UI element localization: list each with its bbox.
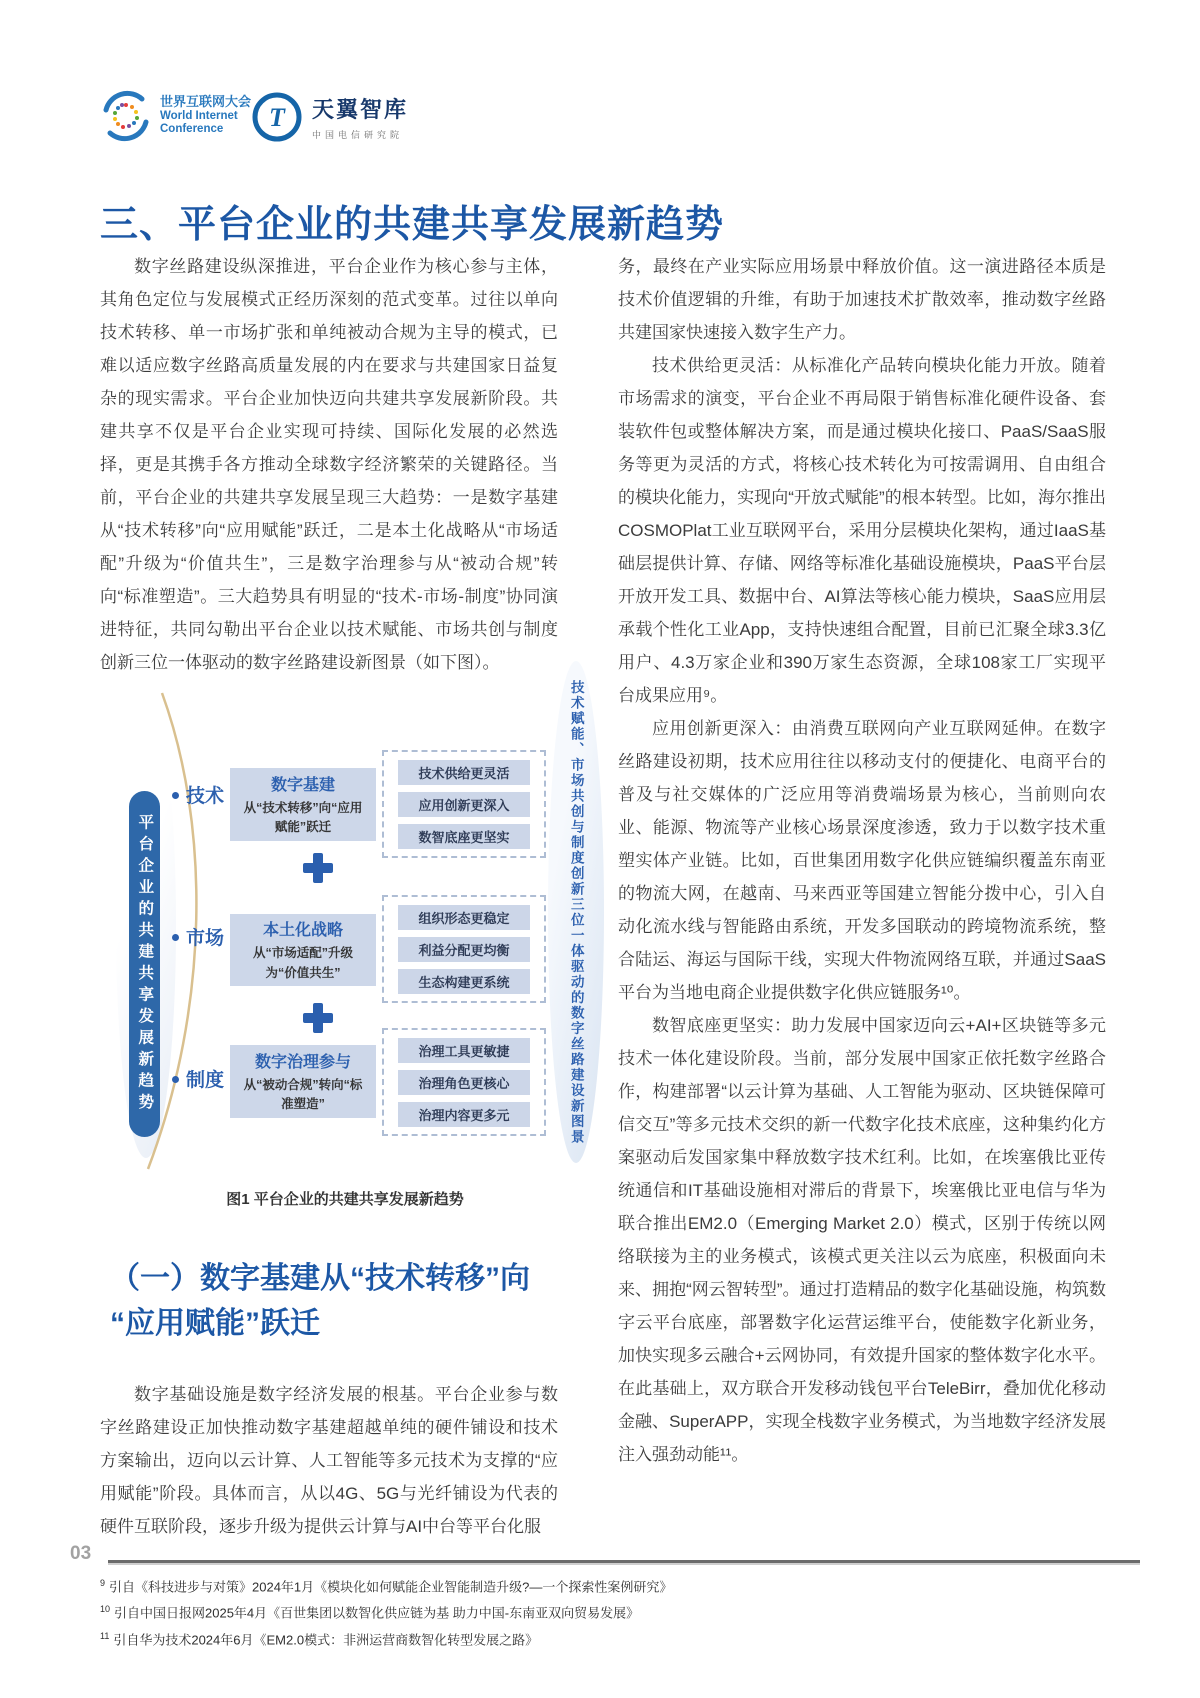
diagram-item: 治理角色更核心 — [398, 1070, 530, 1095]
diagram-box-digital-infra — [230, 768, 376, 841]
diagram-item: 组织形态更稳定 — [398, 905, 530, 930]
wic-logo-en1: World Internet — [160, 110, 238, 123]
diagram-item: 治理内容更多元 — [398, 1102, 530, 1127]
page-title: 三、平台企业的共建共享发展新趋势 — [100, 204, 725, 247]
section-heading-line1: （一）数字基建从“技术转移”向 — [110, 1262, 530, 1295]
body-paragraph: 应用创新更深入：由消费互联网向产业互联网延伸。在数字丝路建设初期，技术应用往往以移动支付的便捷化、电商平台的普及与社交媒体的广泛应用等消费端场景为核心，当前则向农业、能源、物流等产业核心场景深度渗透，致力于以数字技术重塑实体产业链。比如，百世集团用数字化供应链编织覆盖东南亚的物流大网，在越南、马来西亚等国建立智能分拨中心，引入自动化流水线与智能路由系统，开发多国联动的跨境物流系统，整合陆运、海运与国际干线，实现大件物流网络互联，并通过SaaS平台为当地电商企业提供数字化供应链服务¹⁰。 — [618, 719, 1106, 1002]
diagram-item: 利益分配更均衡 — [398, 937, 530, 962]
tianyi-logo — [252, 92, 408, 142]
footnote: $^{11}$ 引自华为技术2024年6月《EM2.0模式：非洲运营商数智化转型发展之路》 — [100, 1630, 539, 1647]
diagram-box-localization — [230, 914, 376, 986]
figure-caption: 图1 平台企业的共建共享发展新趋势 — [226, 1191, 464, 1208]
wic-logo-en2: Conference — [160, 123, 224, 136]
body-paragraph: 务，最终在产业实际应用场景中释放价值。这一演进路径本质是技术价值逻辑的升维，有助于加速技术扩散效率，推动数字丝路共建国家快速接入数字生产力。 — [618, 257, 1106, 342]
diagram-label-institution: 制度 — [186, 1070, 225, 1091]
bullet-dot-icon — [172, 1076, 179, 1083]
diagram-box-subtitle: 从“市场适配”升级为“价值共生” — [252, 946, 353, 980]
plus-icon — [288, 1002, 348, 1034]
left-column-bottom — [100, 1378, 558, 1543]
diagram-box-subtitle: 从“技术转移”向“应用赋能”跃迁 — [243, 800, 363, 834]
diagram-item: 生态构建更系统 — [398, 969, 530, 994]
diagram-label-market: 市场 — [186, 928, 225, 949]
body-paragraph: 数字基础设施是数字经济发展的根基。平台企业参与数字丝路建设正加快推动数字基建超越单纯的硬件铺设和技术方案输出，迈向以云计算、人工智能等多元技术为支撑的“应用赋能”阶段。具体而言，从以4G、5G与光纤铺设为代表的硬件互联阶段，逐步升级为提供云计算与AI中台等平台化服 — [100, 1385, 558, 1536]
diagram-right-strip-label: 技术赋能、市场共创与制度创新三位一体驱动的数字丝路建设新图景 — [568, 679, 584, 1145]
bullet-dot-icon — [172, 934, 179, 941]
diagram-right-strip — [548, 661, 604, 1163]
diagram-item: 数智底座更坚实 — [398, 824, 530, 849]
body-paragraph: 数智底座更坚实：助力发展中国家迈向云+AI+区块链等多元技术一体化建设阶段。当前，部分发展中国家正依托数字丝路合作，构建部署“以云计算为基础、人工智能为驱动、区块链保障可信交互”等多元技术交织的新一代数字化技术底座，这种集约化方案驱动后发国家集中释放数字技术红利。比如，在埃塞俄比亚传统通信和IT基础设施相对滞后的背景下，埃塞俄比亚电信与华为联合推出EM2.0（Emerging Market 2.0）模式，区别于传统以网络联接为主的业务模式，该模式更关注以云为底座，积极面向未来、拥抱“网云智转型”。通过打造精品的数字化基础设施，构筑数字云平台底座，部署数字化运营运维平台，使能数字化新业务，加快实现多云融合+云网协同，有效提升国家的整体数字化水平。在此基础上，双方联合开发移动钱包平台TeleBirr，叠加优化移动金融、SuperAPP，实现全栈数字业务模式，为当地数字经济发展注入强劲动能¹¹。 — [618, 1016, 1106, 1464]
right-column — [618, 250, 1106, 1471]
diagram-left-pill — [129, 791, 160, 1137]
bullet-dot-icon — [172, 792, 179, 799]
tianyi-logo-subtitle: 中国电信研究院 — [312, 130, 404, 140]
diagram-box-title: 本土化战略 — [262, 922, 343, 940]
diagram-item: 应用创新更深入 — [398, 792, 530, 817]
footer-divider — [108, 1560, 1140, 1563]
body-paragraph: 技术供给更灵活：从标准化产品转向模块化能力开放。随着市场需求的演变，平台企业不再局限于销售标准化硬件设备、套装软件包或整体解决方案，而是通过模块化接口、PaaS/SaaS服务等更为灵活的方式，将核心技术转化为可按需调用、自由组合的模块化能力，实现向“开放式赋能”的根本转型。比如，海尔推出COSMOPlat工业互联网平台，采用分层模块化架构，通过IaaS基础层提供计算、存储、网络等标准化基础设施模块，PaaS平台层开放开发工具、数据中台、AI算法等核心能力模块，SaaS应用层承载个性化工业App，支持快速组合配置，目前已汇聚全球3.3亿用户、4.3万家企业和390万家生态资源，全球108家工厂实现平台成果应用⁹。 — [618, 356, 1106, 705]
diagram-item-group-institution — [382, 1028, 546, 1136]
body-paragraph: 数字丝路建设纵深推进，平台企业作为核心参与主体，其角色定位与发展模式正经历深刻的范式变革。过往以单向技术转移、单一市场扩张和单纯被动合规为主导的模式，已难以适应数字丝路高质量发展的内在要求与共建国家日益复杂的现实需求。平台企业加快迈向共建共享发展新阶段。共建共享不仅是平台企业实现可持续、国际化发展的必然选择，更是其携手各方推动全球数字经济繁荣的关键路径。当前，平台企业的共建共享发展呈现三大趋势：一是数字基建从“技术转移”向“应用赋能”跃迁，二是本土化战略从“市场适配”升级为“价值共生”，三是数字治理参与从“被动合规”转向“标准塑造”。三大趋势具有明显的“技术-市场-制度”协同演进特征，共同勾勒出平台企业以技术赋能、市场共创与制度创新三位一体驱动的数字丝路建设新图景（如下图）。 — [100, 257, 558, 672]
page-number: 03 — [70, 1543, 92, 1564]
footnote: $^{10}$ 引自中国日报网2025年4月《百世集团以数智化供应链为基 助力中国-东南亚双向贸易发展》 — [100, 1604, 640, 1621]
plus-icon — [288, 852, 348, 884]
diagram-left-pill-label: 平台企业的共建共享发展新趋势 — [136, 813, 154, 1115]
wic-logo-cn: 世界互联网大会 — [160, 94, 252, 110]
svg-text:T: T — [269, 103, 285, 132]
left-column-top — [100, 250, 558, 679]
footnote: $^9$ 引自《科技进步与对策》2024年1月《模块化如何赋能企业智能制造升级?—一个探索性案例研究》 — [100, 1578, 673, 1595]
diagram-box-governance — [230, 1045, 376, 1118]
diagram-label-tech: 技术 — [186, 786, 225, 807]
tianyi-symbol-icon — [252, 92, 302, 142]
diagram-item-group-market — [382, 895, 546, 1003]
diagram-box-title: 数字基建 — [270, 776, 335, 794]
footnotes — [100, 1572, 1110, 1651]
diagram-item-group-tech — [382, 750, 546, 858]
diagram-box-title: 数字治理参与 — [254, 1053, 351, 1071]
tianyi-logo-title: 天翼智库 — [312, 97, 409, 122]
diagram-item: 技术供给更灵活 — [398, 760, 530, 785]
section-heading — [110, 1256, 570, 1346]
section-heading-line2: “应用赋能”跃迁 — [110, 1307, 320, 1340]
wic-logo — [100, 90, 251, 142]
wic-swirl-icon — [100, 90, 152, 142]
figure-1-diagram — [100, 655, 610, 1220]
diagram-box-subtitle: 从“被动合规”转向“标准塑造” — [243, 1077, 363, 1111]
diagram-item: 治理工具更敏捷 — [398, 1038, 530, 1063]
